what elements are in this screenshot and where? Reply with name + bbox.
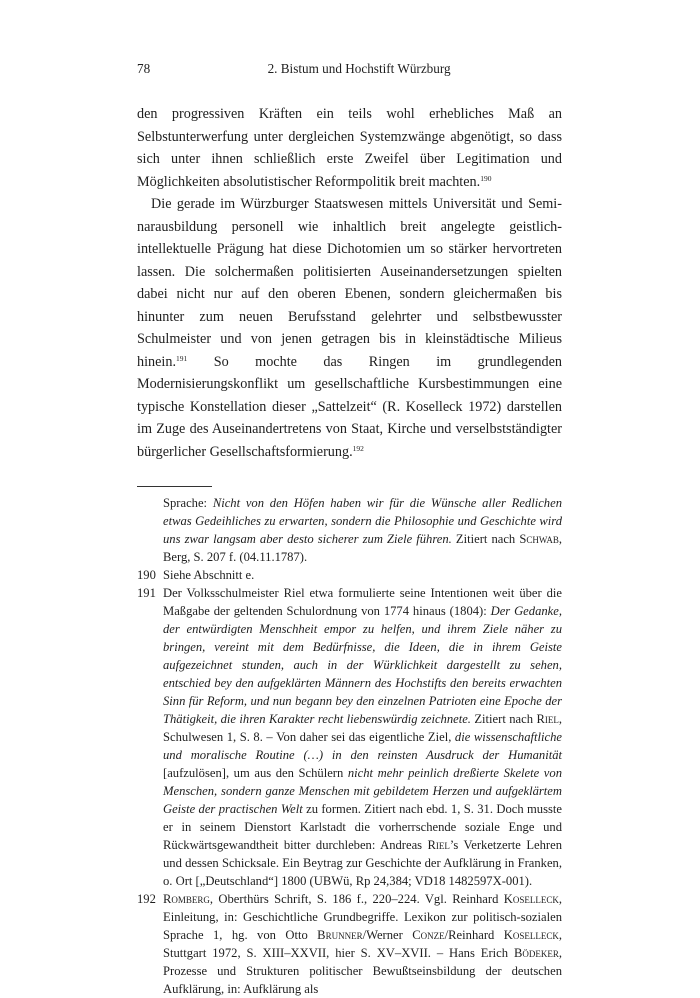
footnote: [137, 890, 562, 998]
text-run: Koselleck: [503, 928, 559, 942]
footnote-separator: [137, 486, 212, 487]
footnote-text: [163, 494, 562, 566]
paragraph: [137, 193, 562, 463]
text-run: nicht mehr peinlich dreßierte Skelete von Menschen, sondern ganze Menschen mit gebildetem Herzen und aufgeklärtem Geiste der practischen Welt: [163, 766, 562, 816]
text-run: Siehe Abschnitt e.: [163, 568, 255, 582]
text-run: Schwab: [519, 532, 559, 546]
text-run: Riel: [536, 712, 559, 726]
book-page: [137, 60, 562, 998]
footnote-number: 192: [137, 892, 156, 906]
text-run: Der Gedanke, der entwürdigten Menschheit empor zu helfen, und ihrem Ziele näher zu bringen, vereint mit dem Bedürfnisse, die Ideen, die in ihrem Geiste aufgezeichnet stunden, auch in der Würklichkeit dargestellt zu sehen, entschied bey den aufgeklärten Männern des Hochstifts den bereits erwachten Sinn für Reform, und nun begann bey den einzelnen Patrioten eine Epoche der Thätigkeit, die ihren Karakter recht liebenswürdig zeichnete.: [163, 604, 562, 726]
footnote-text: [163, 584, 562, 890]
text-run: Riel: [427, 838, 450, 852]
text-run: , Prozesse und Strukturen politischer Bewußtseinsbildung der deutschen Aufklärung, in: Aufklärung als: [163, 946, 562, 996]
main-text: [137, 103, 562, 463]
text-run: Romberg: [163, 892, 210, 906]
text-run: Bödeker: [513, 946, 559, 960]
text-run: Conze: [412, 928, 445, 942]
footnote: [137, 566, 562, 584]
text-run: Sprache:: [163, 496, 213, 510]
text-run: Koselleck: [503, 892, 559, 906]
text-run: den progressiven Kräften ein teils wohl erhebliches Maß an Selbstunterwerfung unter dergleichen Systemzwänge abgenötigt, so dass sich unter ihnen schließlich erste Zweifel über Legitimation und Möglichkeiten absolutistischer Reformpolitik breit machten.: [137, 106, 562, 190]
text-run: /Werner: [362, 928, 413, 942]
text-run: , Oberthürs Schrift, S. 186 f., 220–224. Vgl. Reinhard: [209, 892, 504, 906]
running-head: [137, 60, 562, 78]
text-run: , Einleitung, in: Geschichtliche Grundbegriffe. Lexikon zur politisch-sozialen Sprache 1, hg. von Otto: [163, 892, 562, 942]
text-run: , Stuttgart 1972, S. XIII–XXVII, hier S. XV–XVII. – Hans Erich: [163, 928, 562, 960]
footnote-number: 191: [137, 586, 156, 600]
text-run: , Berg, S. 207 f. (04.11.1787).: [163, 532, 562, 564]
footnote-continuation: [137, 494, 562, 566]
footnote-reference: 192: [352, 443, 364, 453]
text-run: , Schulwesen 1, S. 8. – Von daher sei das eigentliche Ziel,: [163, 712, 562, 744]
text-run: [aufzulösen], um aus den Schülern: [163, 766, 348, 780]
text-run: /Reinhard: [444, 928, 504, 942]
text-run: zu formen. Zitiert nach ebd. 1, S. 31. Doch musste er in seinem Dienstort Karlstadt die vorherrschende soziale Enge und Rückwärtsgewandtheit bitter durchleben: Andreas: [163, 802, 562, 852]
footnote-reference: 190: [480, 173, 492, 183]
footnote-reference: 191: [176, 353, 188, 363]
text-run: Zitiert nach: [470, 712, 537, 726]
footnote-number: 190: [137, 568, 156, 582]
text-run: Nicht von den Höfen haben wir für die Wünsche aller Redlichen etwas Gedeihliches zu erwarten, sondern die Philosophie und Geschichte wird uns zwar langsam aber desto sicherer zum Ziele führen.: [163, 496, 562, 546]
text-run: Die gerade im Würzburger Staatswesen mittels Universität und Seminarausbildung personell wie inhaltlich breit angelegte geistlich-intellektuelle Prägung hat diese Dichotomien um so stärker hervortreten lassen. Die solchermaßen politisierten Auseinandersetzungen spielten dabei nicht nur auf den oberen Ebenen, sondern gleichermaßen bis hinunter zum neuen Berufsstand gelehrter und selbstbewusster Schulmeister und von jenen getragen bis in kleinstädtische Milieus hinein.: [137, 196, 562, 370]
paragraph: [137, 103, 562, 193]
text-run: Der Volksschulmeister Riel etwa formulierte seine Intentionen weit über die Maßgabe der geltenden Schulordnung von 1774 hinaus (1804):: [163, 586, 562, 618]
footnote-text: [163, 890, 562, 998]
text-run: Brunner: [317, 928, 363, 942]
text-run: ’s Verketzerte Lehren und dessen Schicksale. Ein Beytrag zur Geschichte der Aufklärung in Franken, o. Ort [„Deutschland“] 1800 (UBWü, Rp 24,384; VD18 1482597X-001).: [163, 838, 562, 888]
text-run: So mochte das Ringen im grundlegenden Modernisierungskonflikt um gesellschaftliche Kursbestimmungen eine typische Konstellation dieser „Sattelzeit“ (R. Koselleck 1972) darstellen im Zuge des Auseinandertretens von Staat, Kirche und verselbstständigter bürgerlicher Gesellschaftsformierung.: [137, 353, 562, 460]
chapter-title: 2. Bistum und Hochstift Würzburg: [267, 61, 451, 76]
footnotes: [137, 494, 562, 998]
footnote: [137, 584, 562, 890]
text-run: die wissenschaftliche und moralische Routine (…) in den reinsten Ausdruck der Humanität: [163, 730, 562, 762]
page-number: 78: [137, 61, 151, 76]
text-run: Zitiert nach: [451, 532, 520, 546]
footnote-text: [163, 566, 562, 584]
